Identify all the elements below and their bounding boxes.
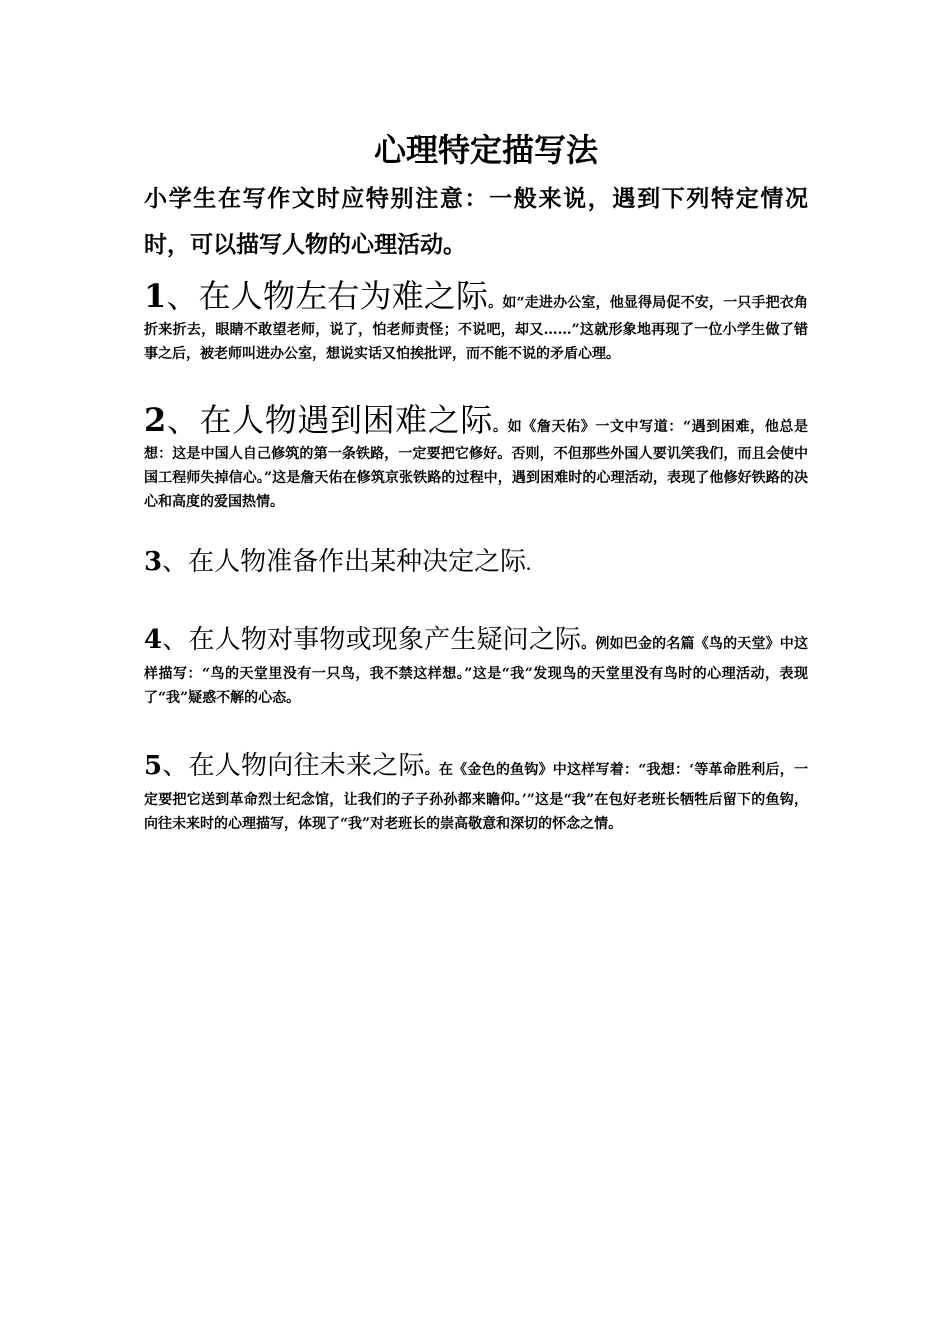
section-3-heading <box>144 547 526 577</box>
section-3-heading-text: 、在人物准备作出某种决定之际 <box>162 547 527 577</box>
section-5-number: 5 <box>144 751 163 781</box>
intro-paragraph: 小学生在写作文时应特别注意：一般来说，遇到下列特定情况时，可以描写人物的心理活动。 <box>144 185 808 258</box>
section-1 <box>144 274 808 366</box>
section-1-heading <box>144 277 488 315</box>
document-title: 心理特定描写法 <box>373 131 598 169</box>
section-2 <box>144 398 808 514</box>
section-2-heading <box>144 401 493 439</box>
document-page <box>144 128 808 836</box>
section-1-number: 1 <box>144 277 167 315</box>
section-3 <box>144 540 808 584</box>
section-5 <box>144 744 808 836</box>
section-2-heading-text: 、在人物遇到困难之际 <box>166 401 494 439</box>
section-1-heading-text: 、在人物左右为难之际 <box>166 277 489 315</box>
section-5-heading <box>144 751 425 781</box>
section-3-body: . <box>526 558 531 574</box>
section-3-number: 3 <box>144 547 163 577</box>
section-5-heading-text: 、在人物向往未来之际 <box>162 751 425 781</box>
section-4-number: 4 <box>144 625 163 655</box>
section-2-body: 。如《詹天佑》一文中写道：“遇到困难，他总是想：这是中国人自己修筑的第一条铁路，一定要把它修好。否则，不但那些外国人要讥笑我们，而且会使中国工程师失掉信心。”这是詹天佑在修筑京张铁路的过程中，遇到困难时的心理活动，表现了他修好铁路的决心和高度的爱国热情。 <box>144 419 808 510</box>
section-4-heading-text: 、在人物对事物或现象产生疑问之际 <box>162 625 582 655</box>
section-4 <box>144 618 808 710</box>
section-1-body: 。如“走进办公室，他显得局促不安，一只手把衣角折来折去，眼睛不敢望老师，说了，怕老师责怪；不说吧，却又……”这就形象地再现了一位小学生做了错事之后，被老师叫进办公室，想说实话又怕挨批评，而不能不说的矛盾心理。 <box>144 295 808 362</box>
section-2-number: 2 <box>144 401 167 439</box>
section-4-body: 。例如巴金的名篇《鸟的天堂》中这样描写：“鸟的天堂里没有一只鸟，我不禁这样想。”这是“我”发现鸟的天堂里没有鸟时的心理活动，表现了“我”疑惑不解的心态。 <box>144 636 808 706</box>
section-4-heading <box>144 625 581 655</box>
section-5-body: 。在《金色的鱼钩》中这样写着：“我想：‘等革命胜利后，一定要把它送到革命烈士纪念馆，让我们的子子孙孙都来瞻仰。’”这是“我”在包好老班长牺牲后留下的鱼钩，向往未来时的心理描写，体现了“我”对老班长的崇高敬意和深切的怀念之情。 <box>144 762 808 832</box>
